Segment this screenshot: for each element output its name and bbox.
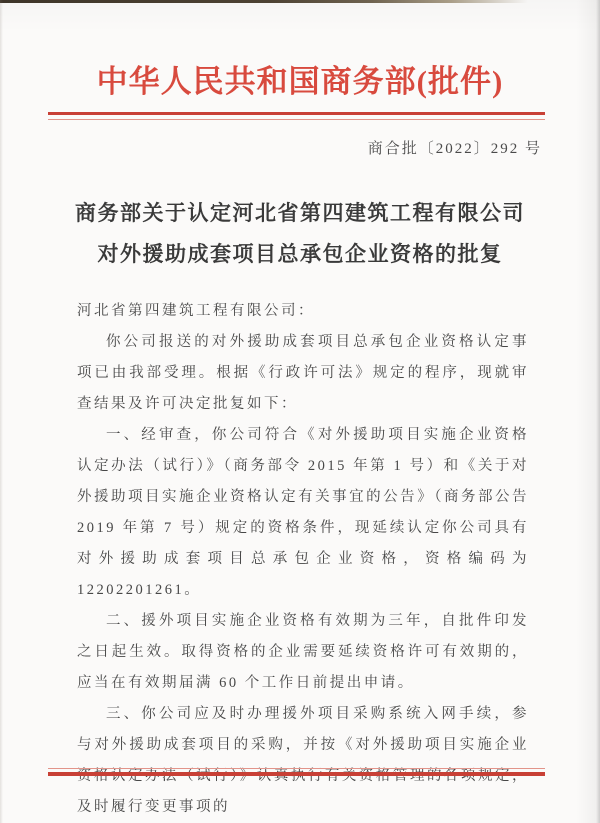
document-title-line2: 对外援助成套项目总承包企业资格的批复 bbox=[97, 242, 503, 266]
letterhead-rule bbox=[48, 112, 545, 120]
document-number: 商合批〔2022〕292 号 bbox=[367, 141, 542, 157]
paragraph-item-2: 二、援外项目实施企业资格有效期为三年，自批件印发之日起生效。取得资格的企业需要延续资格许可有效期的，应当在有效期届满 60 个工作日前提出申请。 bbox=[77, 613, 529, 691]
scan-edge-right bbox=[596, 0, 600, 823]
footer-rule bbox=[48, 768, 545, 776]
document-body bbox=[77, 296, 529, 823]
paragraph-item-3: 三、你公司应及时办理援外项目采购系统入网手续，参与对外援助成套项目的采购，并按《对外援助项目实施企业资格认定办法（试行）》认真执行有关资格管理的各项规定，及时履行变更事项的 bbox=[77, 706, 529, 815]
document-title-line1: 商务部关于认定河北省第四建筑工程有限公司 bbox=[75, 201, 525, 225]
letterhead-title: 中华人民共和国商务部(批件) bbox=[96, 64, 504, 99]
scan-edge-left bbox=[0, 0, 3, 823]
document-title bbox=[30, 193, 570, 275]
scan-edge-top bbox=[0, 0, 600, 3]
salutation: 河北省第四建筑工程有限公司： bbox=[77, 303, 315, 319]
paragraph-item-1: 一、经审查，你公司符合《对外援助项目实施企业资格认定办法（试行）》（商务部令 2015 年第 1 号）和《关于对外援助项目实施企业资格认定有关事宜的公告》（商务部公告 2019 年第 7 号）规定的资格条件，现延续认定你公司具有对外援助成套项目总承包企业资格，资格编码为 12202201261。 bbox=[77, 427, 529, 598]
paragraph-intro: 你公司报送的对外援助成套项目总承包企业资格认定事项已由我部受理。根据《行政许可法》规定的程序，现就审查结果及许可决定批复如下： bbox=[77, 334, 529, 412]
